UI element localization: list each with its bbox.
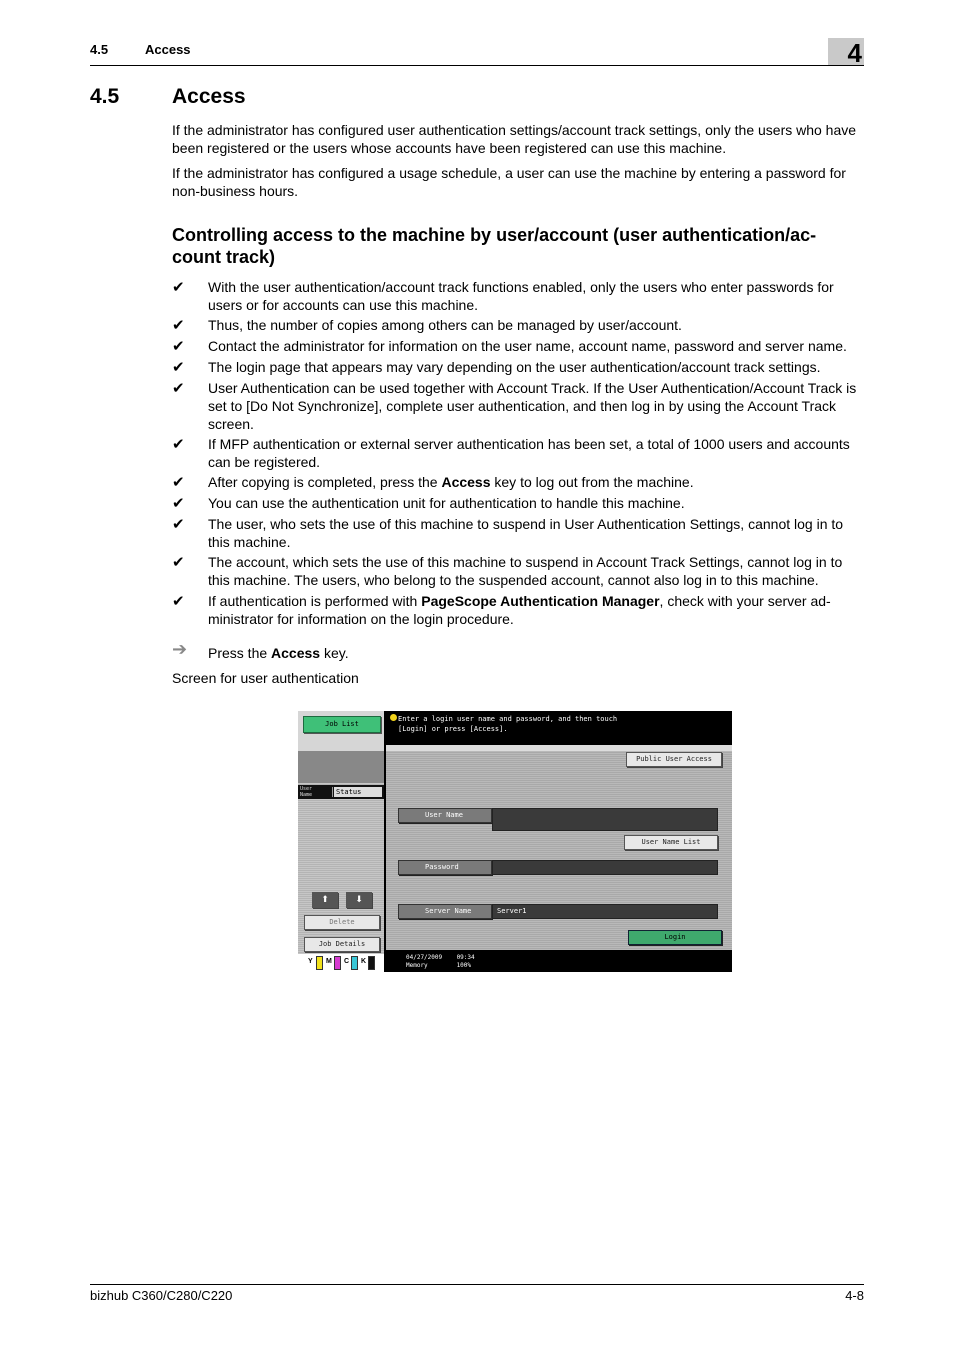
check-icon: ✔ [172,494,185,512]
status-label: Status [334,787,382,797]
check-icon: ✔ [172,358,185,376]
bullet-text-pre: If authentication is performed with [208,593,422,609]
section-number: 4.5 [90,85,120,108]
bullet-text [208,592,864,628]
bullet-text: User Authentication can be used together with Account Track. If the User Authentication/Account Track is set to [Do Not Synchronize], complete user authentication, and then log in by using the Account Track screen. [208,380,857,432]
check-icon: ✔ [172,278,185,296]
public-user-access-button[interactable]: Public User Access [626,752,722,767]
job-details-button[interactable]: Job Details [304,937,380,952]
check-icon: ✔ [172,553,185,571]
password-field[interactable] [492,860,718,875]
status-footer [386,950,732,972]
toner-indicator [298,954,384,972]
server-name-field[interactable]: Server1 [492,904,718,919]
footer-divider [90,1284,864,1285]
toner-c-bar [351,956,358,970]
bullet-text: The account, which sets the use of this machine to suspend in Account Track Settings, cannot log in to this machine. The users, who belong to the suspended account, cannot also log in to this machine. [208,554,843,588]
step-text-pre: Press the [208,645,272,661]
bullet-text: Thus, the number of copies among others can be managed by user/account. [208,317,682,333]
bullet-text [208,473,864,491]
header-section-title: Access [145,42,191,57]
left-panel-shade [298,751,384,783]
login-button[interactable]: Login [628,930,722,945]
delete-button[interactable]: Delete [304,915,380,930]
check-icon: ✔ [172,473,185,491]
date-memory-readout: 04/27/2009 09:34 Memory 100% [406,954,475,969]
status-user-name-label: User Name [300,786,313,798]
message-area [386,711,732,745]
login-instruction: Enter a login user name and password, and then touch [Login] or press [Access]. [398,715,618,733]
user-name-button[interactable]: User Name [398,808,492,823]
bullet-text: The user, who sets the use of this machine to suspend in User Authentication Settings, cannot log in to this machine. [208,516,844,550]
step-text [208,644,349,662]
bullet-text: The login page that appears may vary depending on the user authentication/account track settings. [208,359,821,375]
authentication-screen [298,711,732,972]
status-divider [332,787,333,797]
intro-paragraph-2: If the administrator has configured a usage schedule, a user can use the machine by entering a password for non-business hours. [172,165,846,199]
intro-paragraph-1: If the administrator has configured user authentication settings/account track settings, only the users who have been registered or the users whose accounts have been registered can use this machine. [172,122,857,156]
subsection-heading: Controlling access to the machine by user/account (user authentication/ac-count track) [172,225,817,267]
toner-c-label: C [344,958,350,965]
header-divider [90,65,864,66]
check-icon: ✔ [172,316,185,334]
toner-m-label: M [326,958,332,965]
scroll-down-button[interactable]: ⬇ [346,892,372,908]
bullet-text-post: key to log out from the machine. [490,474,694,490]
bullet-text: If MFP authentication or external server authentication has been set, a total of 1000 users and accounts can be registered. [208,436,850,470]
chapter-number: 4 [847,38,862,68]
bullet-text: You can use the authentication unit for authentication to handle this machine. [208,495,685,511]
bullet-text: Contact the administrator for information on the user name, account name, password and server name. [208,338,847,354]
access-key-name: Access [441,474,491,490]
bullet-text-post: , check with your server ad-ministrator for information on the login procedure. [208,593,831,627]
check-icon: ✔ [172,337,185,355]
job-status-header [298,785,384,799]
password-button[interactable]: Password [398,860,492,875]
footer-page-number: 4-8 [845,1288,864,1303]
toner-k-label: K [361,958,367,965]
lightbulb-icon [390,714,397,721]
bullet-text: With the user authentication/account track functions enabled, only the users who enter passwords for users or for accounts can use this machine. [208,279,834,313]
check-icon: ✔ [172,435,185,453]
arrow-right-icon: ➔ [172,639,188,660]
toner-y-bar [316,956,323,970]
user-name-field[interactable] [492,808,718,831]
form-top-band [386,745,732,751]
check-icon: ✔ [172,515,185,533]
bullet-text-pre: After copying is completed, press the [208,474,442,490]
chapter-tab [828,38,864,68]
section-title: Access [172,85,246,108]
toner-m-bar [334,956,341,970]
user-name-list-button[interactable]: User Name List [624,835,718,850]
job-list-button[interactable]: Job List [303,716,381,733]
toner-y-label: Y [308,958,313,965]
figure-caption: Screen for user authentication [172,670,359,686]
step-text-post: key. [320,645,349,661]
server-name-button[interactable]: Server Name [398,904,492,919]
toner-k-bar [368,956,375,970]
footer-model: bizhub C360/C280/C220 [90,1288,233,1303]
login-form [386,745,732,950]
left-panel [298,711,384,972]
product-name: PageScope Authentication Manager [421,593,660,609]
header-section-number: 4.5 [90,42,109,57]
scroll-up-button[interactable]: ⬆ [312,892,338,908]
check-icon: ✔ [172,592,185,610]
check-icon: ✔ [172,379,185,397]
access-key-name: Access [271,645,321,661]
